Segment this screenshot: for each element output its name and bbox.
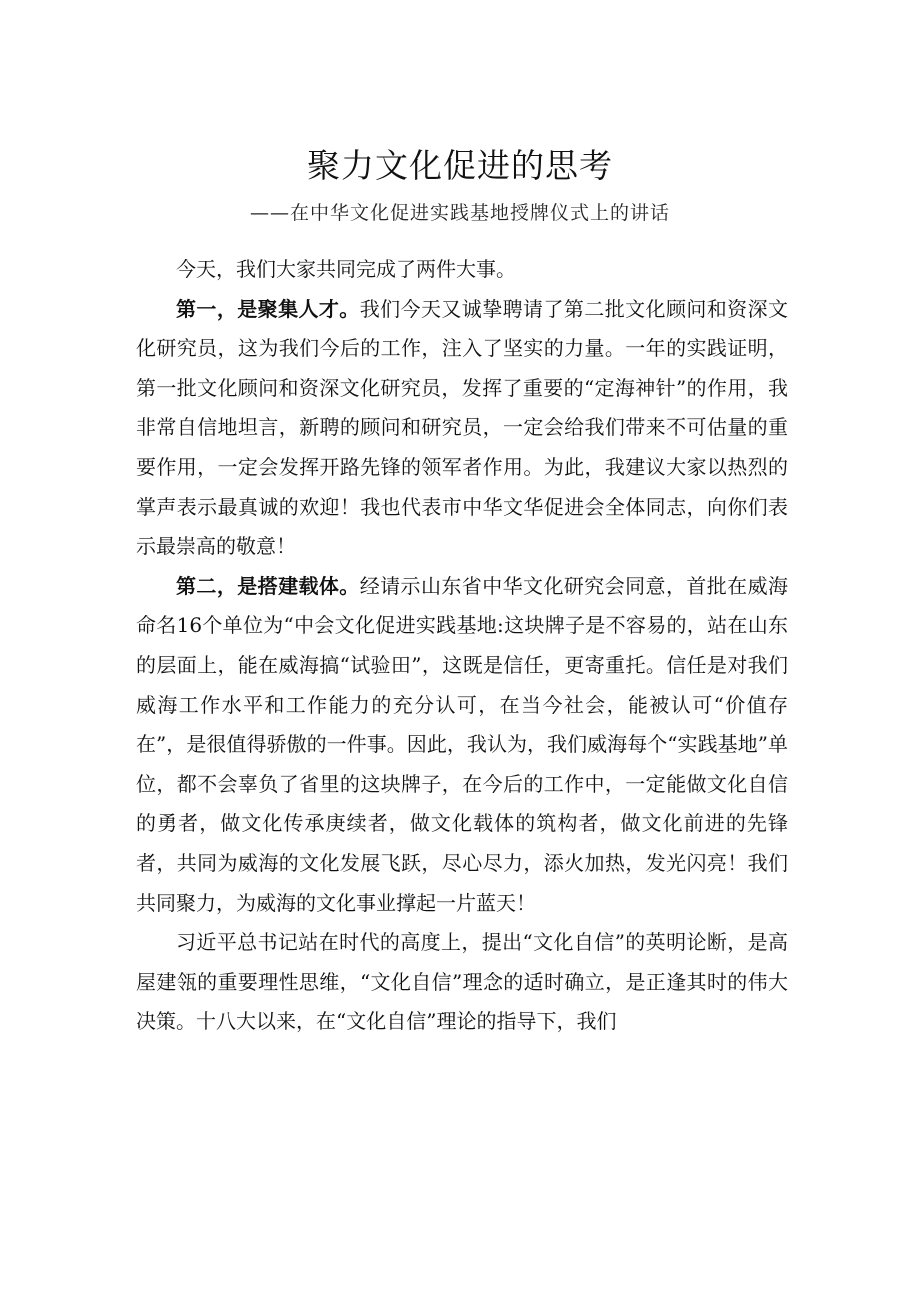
paragraph-text: 我们今天又诚挚聘请了第二批文化顾问和资深文化研究员，这为我们今后的工作，注入了坚实的力量。一年的实践证明，第一批文化顾问和资深文化研究员，发挥了重要的“定海神针”的作用，我非常自信地坦言，新聘的顾问和研究员，一定会给我们带来不可估量的重要作用，一定会发挥开路先锋的领军者作用。为此，我建议大家以热烈的掌声表示最真诚的欢迎！我也代表市中华文华促进会全体同志，向你们表示最崇高的敬意！ xyxy=(136,296,789,559)
paragraph-text: 习近平总书记站在时代的高度上，提出“文化自信”的英明论断，是高屋建瓴的重要理性思维，“文化自信”理念的适时确立，是正逢其时的伟大决策。十八大以来，在“文化自信”理论的指导下，我们 xyxy=(136,930,788,1034)
paragraph-lead: 第一，是聚集人才。 xyxy=(176,296,360,321)
paragraph-opening xyxy=(136,250,788,290)
document-subtitle: ——在中华文化促进实践基地授牌仪式上的讲话 xyxy=(249,202,670,224)
paragraph-lead: 第二，是搭建载体。 xyxy=(176,573,360,598)
document-title: 聚力文化促进的思考 xyxy=(307,146,613,185)
document-body xyxy=(136,250,788,1042)
paragraph-second-point xyxy=(136,567,788,923)
paragraph-text: 经请示山东省中华文化研究会同意，首批在威海命名16个单位为“中会文化促进实践基地:这块牌子是不容易的，站在山东的层面上，能在威海搞“试验田”，这既是信任，更寄重托。信任是对我们威海工作水平和工作能力的充分认可，在当今社会，能被认可“价值存在”，是很值得骄傲的一件事。因此，我认为，我们威海每个“实践基地”单位，都不会辜负了省里的这块牌子，在今后的工作中，一定能做文化自信的勇者，做文化传承庚续者，做文化载体的筑构者，做文化前进的先锋者，共同为威海的文化发展飞跃，尽心尽力，添火加热，发光闪亮！我们共同聚力，为威海的文化事业撑起一片蓝天！ xyxy=(136,573,789,915)
paragraph-closing xyxy=(136,923,788,1042)
paragraph-first-point xyxy=(136,290,788,567)
paragraph-text: 今天，我们大家共同完成了两件大事。 xyxy=(176,257,516,281)
